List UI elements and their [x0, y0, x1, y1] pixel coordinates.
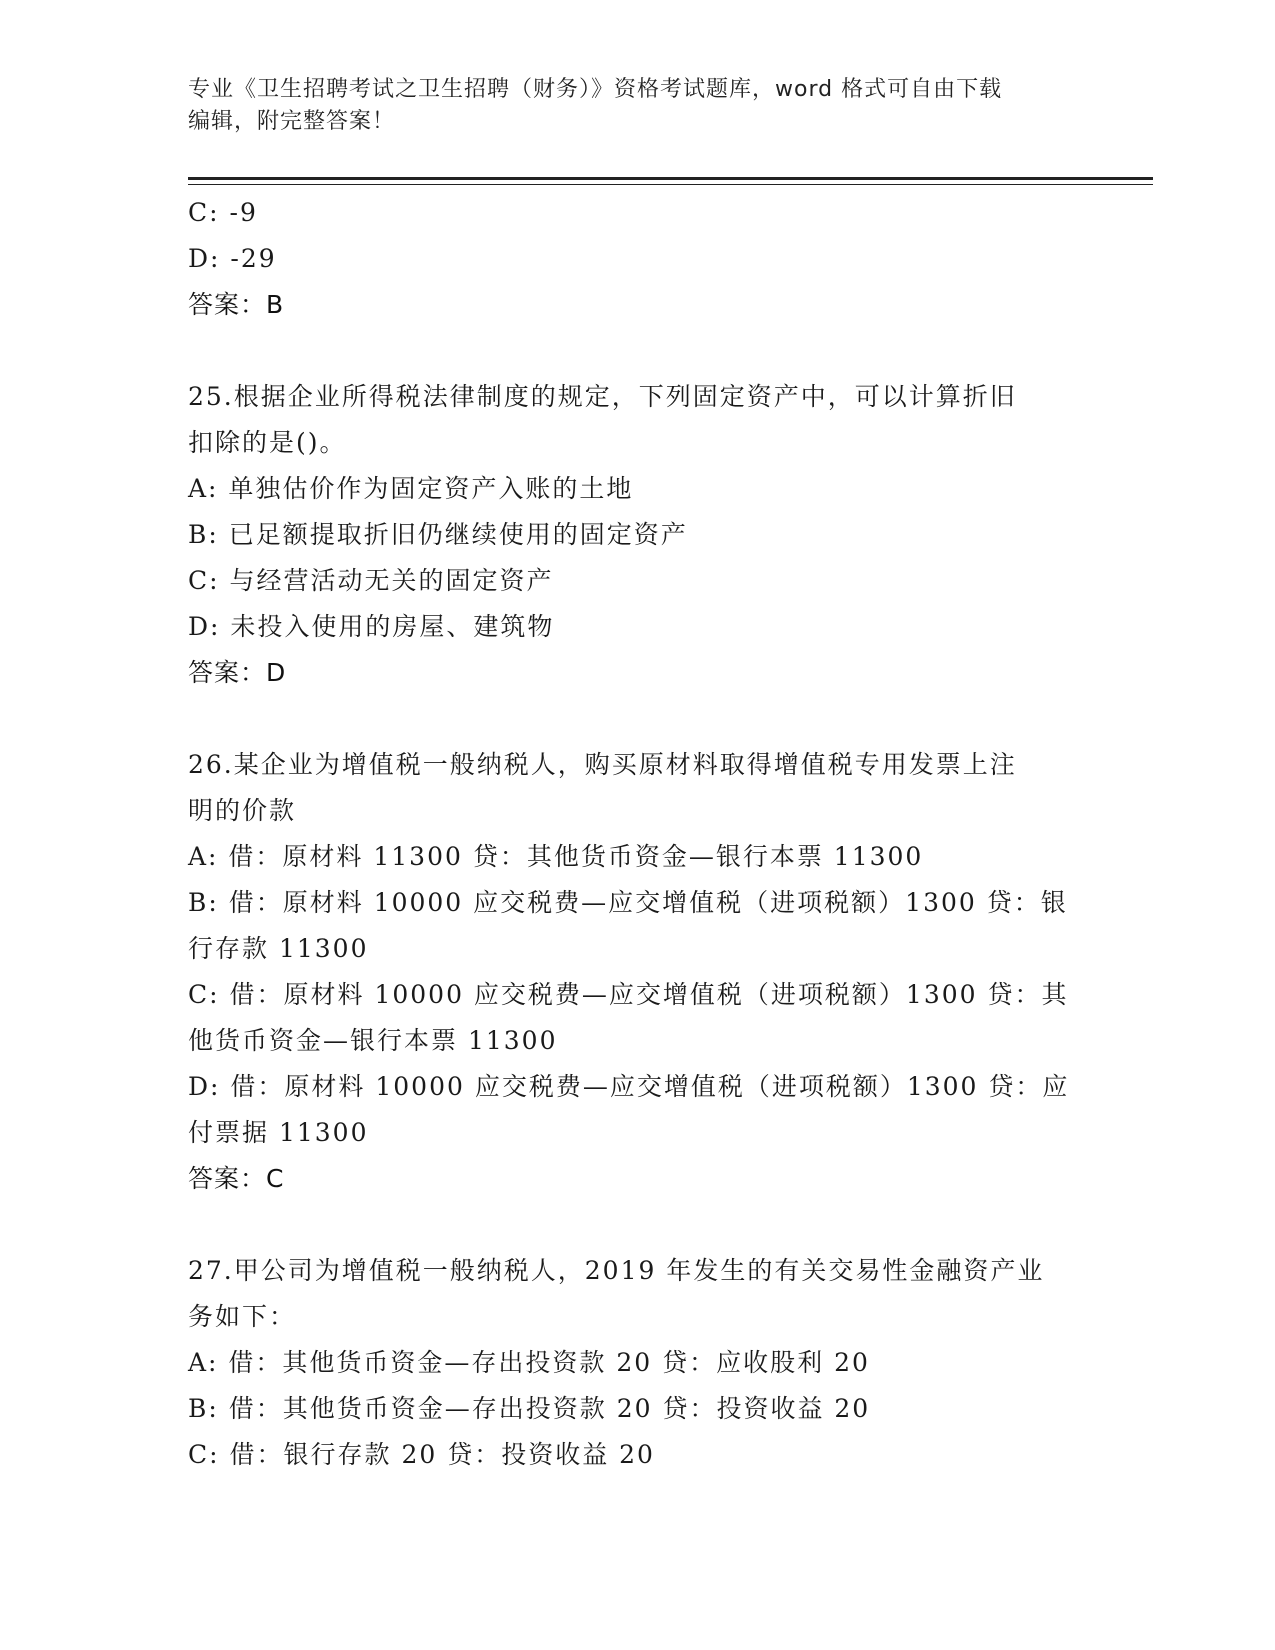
question-27 [188, 1248, 1088, 1478]
option-c: 他货币资金—银行本票 11300 [188, 1026, 558, 1055]
option-a: A: 借：其他货币资金—存出投资款 20 贷：应收股利 20 [188, 1348, 870, 1377]
spacer [188, 328, 1088, 374]
option-c: C: 与经营活动无关的固定资产 [188, 566, 554, 595]
question-stem: 扣除的是()。 [188, 428, 347, 457]
answer-label: 答案：B [188, 290, 285, 319]
question-stem: 明的价款 [188, 796, 297, 825]
option-b: B: 已足额提取折旧仍继续使用的固定资产 [188, 520, 688, 549]
option-d: D: -29 [188, 244, 277, 273]
header-divider-thick [188, 177, 1153, 180]
option-c: C: 借：银行存款 20 贷：投资收益 20 [188, 1440, 655, 1469]
option-a: A: 单独估价作为固定资产入账的土地 [188, 474, 634, 503]
question-stem: 26.某企业为增值税一般纳税人，购买原材料取得增值税专用发票上注 [188, 750, 1017, 779]
option-a: A: 借：原材料 11300 贷：其他货币资金—银行本票 11300 [188, 842, 924, 871]
page-header [188, 74, 1088, 138]
header-line-2: 编辑，附完整答案！ [188, 109, 396, 134]
question-24-tail [188, 190, 1088, 328]
option-d: 付票据 11300 [188, 1118, 369, 1147]
option-b: 行存款 11300 [188, 934, 369, 963]
question-26 [188, 742, 1088, 1202]
option-c: C: -9 [188, 198, 258, 227]
question-stem: 务如下： [188, 1302, 297, 1331]
option-d: D: 未投入使用的房屋、建筑物 [188, 612, 555, 641]
option-d: D: 借：原材料 10000 应交税费—应交增值税（进项税额）1300 贷：应 [188, 1072, 1070, 1101]
header-line-1: 专业《卫生招聘考试之卫生招聘（财务）》资格考试题库，word 格式可自由下载 [188, 77, 1003, 102]
answer-label: 答案：D [188, 658, 287, 687]
option-c: C: 借：原材料 10000 应交税费—应交增值税（进项税额）1300 贷：其 [188, 980, 1069, 1009]
question-25 [188, 374, 1088, 696]
question-stem: 25.根据企业所得税法律制度的规定，下列固定资产中，可以计算折旧 [188, 382, 1017, 411]
option-b: B: 借：其他货币资金—存出投资款 20 贷：投资收益 20 [188, 1394, 871, 1423]
question-stem: 27.甲公司为增值税一般纳税人，2019 年发生的有关交易性金融资产业 [188, 1256, 1045, 1285]
answer-label: 答案：C [188, 1164, 285, 1193]
spacer [188, 1202, 1088, 1248]
option-b: B: 借：原材料 10000 应交税费—应交增值税（进项税额）1300 贷：银 [188, 888, 1068, 917]
spacer [188, 696, 1088, 742]
document-body [188, 190, 1088, 1478]
header-divider-thin [188, 184, 1153, 185]
